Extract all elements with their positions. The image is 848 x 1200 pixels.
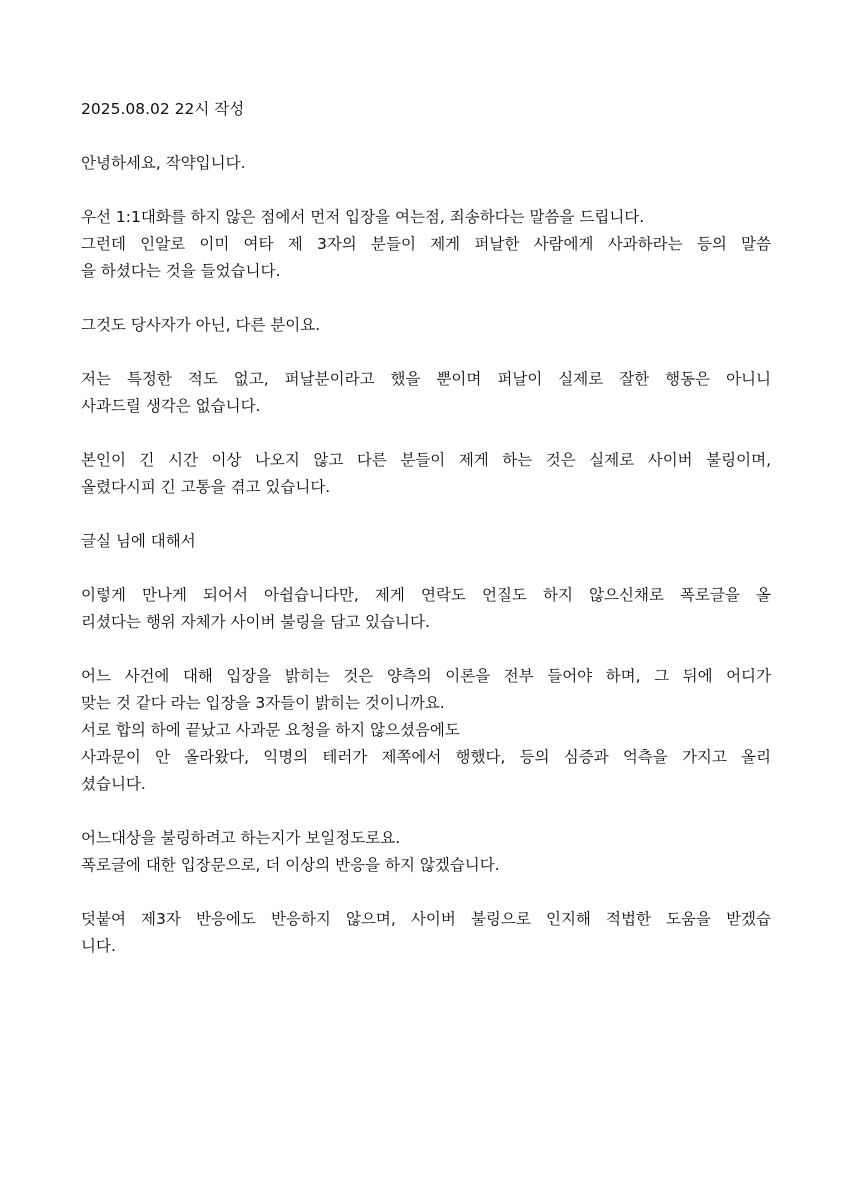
paragraph-7-line-1: 어느 사건에 대해 입장을 밝히는 것은 양측의 이론을 전부 들어야 하며, 그 뒤에 어디가: [81, 667, 771, 685]
paragraph-1-line-3: 을 하셨다는 것을 들었습니다.: [81, 262, 281, 280]
spacer: [81, 339, 771, 366]
spacer: [81, 420, 771, 447]
paragraph-3-line-2: 사과드릴 생각은 없습니다.: [81, 397, 261, 415]
spacer: [81, 123, 771, 150]
paragraph-7-line-2: 맞는 것 같다 라는 입장을 3자들이 밝히는 것이니까요.: [81, 694, 445, 712]
date-line: 2025.08.02 22시 작성: [81, 100, 245, 118]
spacer: [81, 879, 771, 906]
paragraph-8-line-2: 폭로글에 대한 입장문으로, 더 이상의 반응을 하지 않겠습니다.: [81, 856, 500, 874]
paragraph-4-line-1: 본인이 긴 시간 이상 나오지 않고 다른 분들이 제게 하는 것은 실제로 사이버 불링이며,: [81, 451, 771, 469]
paragraph-4-line-2: 올렸다시피 긴 고통을 겪고 있습니다.: [81, 478, 331, 496]
paragraph-8-line-1: 어느대상을 불링하려고 하는지가 보일정도로요.: [81, 829, 401, 847]
paragraph-1-line-1: 우선 1:1대화를 하지 않은 점에서 먼저 입장을 여는점, 죄송하다는 말씀을 드립니다.: [81, 208, 645, 226]
spacer: [81, 177, 771, 204]
paragraph-9-line-1: 덧붙여 제3자 반응에도 반응하지 않으며, 사이버 불링으로 인지해 적법한 도움을 받겠습: [81, 910, 771, 928]
paragraph-3-line-1: 저는 특정한 적도 없고, 퍼날분이라고 했을 뿐이며 퍼날이 실제로 잘한 행동은 아니니: [81, 370, 771, 388]
document-body: [81, 96, 771, 960]
paragraph-6-line-2: 리셨다는 행위 자체가 사이버 불링을 담고 있습니다.: [81, 613, 430, 631]
paragraph-7-line-3: 서로 합의 하에 끝났고 사과문 요청을 하지 않으셨음에도: [81, 721, 460, 739]
spacer: [81, 501, 771, 528]
paragraph-6-line-1: 이렇게 만나게 되어서 아쉽습니다만, 제게 연락도 언질도 하지 않으신채로 폭로글을 올: [81, 586, 771, 604]
spacer: [81, 798, 771, 825]
spacer: [81, 555, 771, 582]
paragraph-7-line-4: 사과문이 안 올라왔다, 익명의 테러가 제쪽에서 행했다, 등의 심증과 억측을 가지고 올리: [81, 748, 771, 766]
paragraph-2-line-1: 그것도 당사자가 아닌, 다른 분이요.: [81, 316, 321, 334]
paragraph-9-line-2: 니다.: [81, 937, 116, 955]
paragraph-1-line-2: 그런데 인알로 이미 여타 제 3자의 분들이 제게 퍼날한 사람에게 사과하라는 등의 말씀: [81, 235, 771, 253]
greeting-line: 안녕하세요, 작약입니다.: [81, 154, 246, 172]
spacer: [81, 285, 771, 312]
paragraph-5-line-1: 글실 님에 대해서: [81, 532, 196, 550]
spacer: [81, 636, 771, 663]
paragraph-7-line-5: 셨습니다.: [81, 775, 146, 793]
